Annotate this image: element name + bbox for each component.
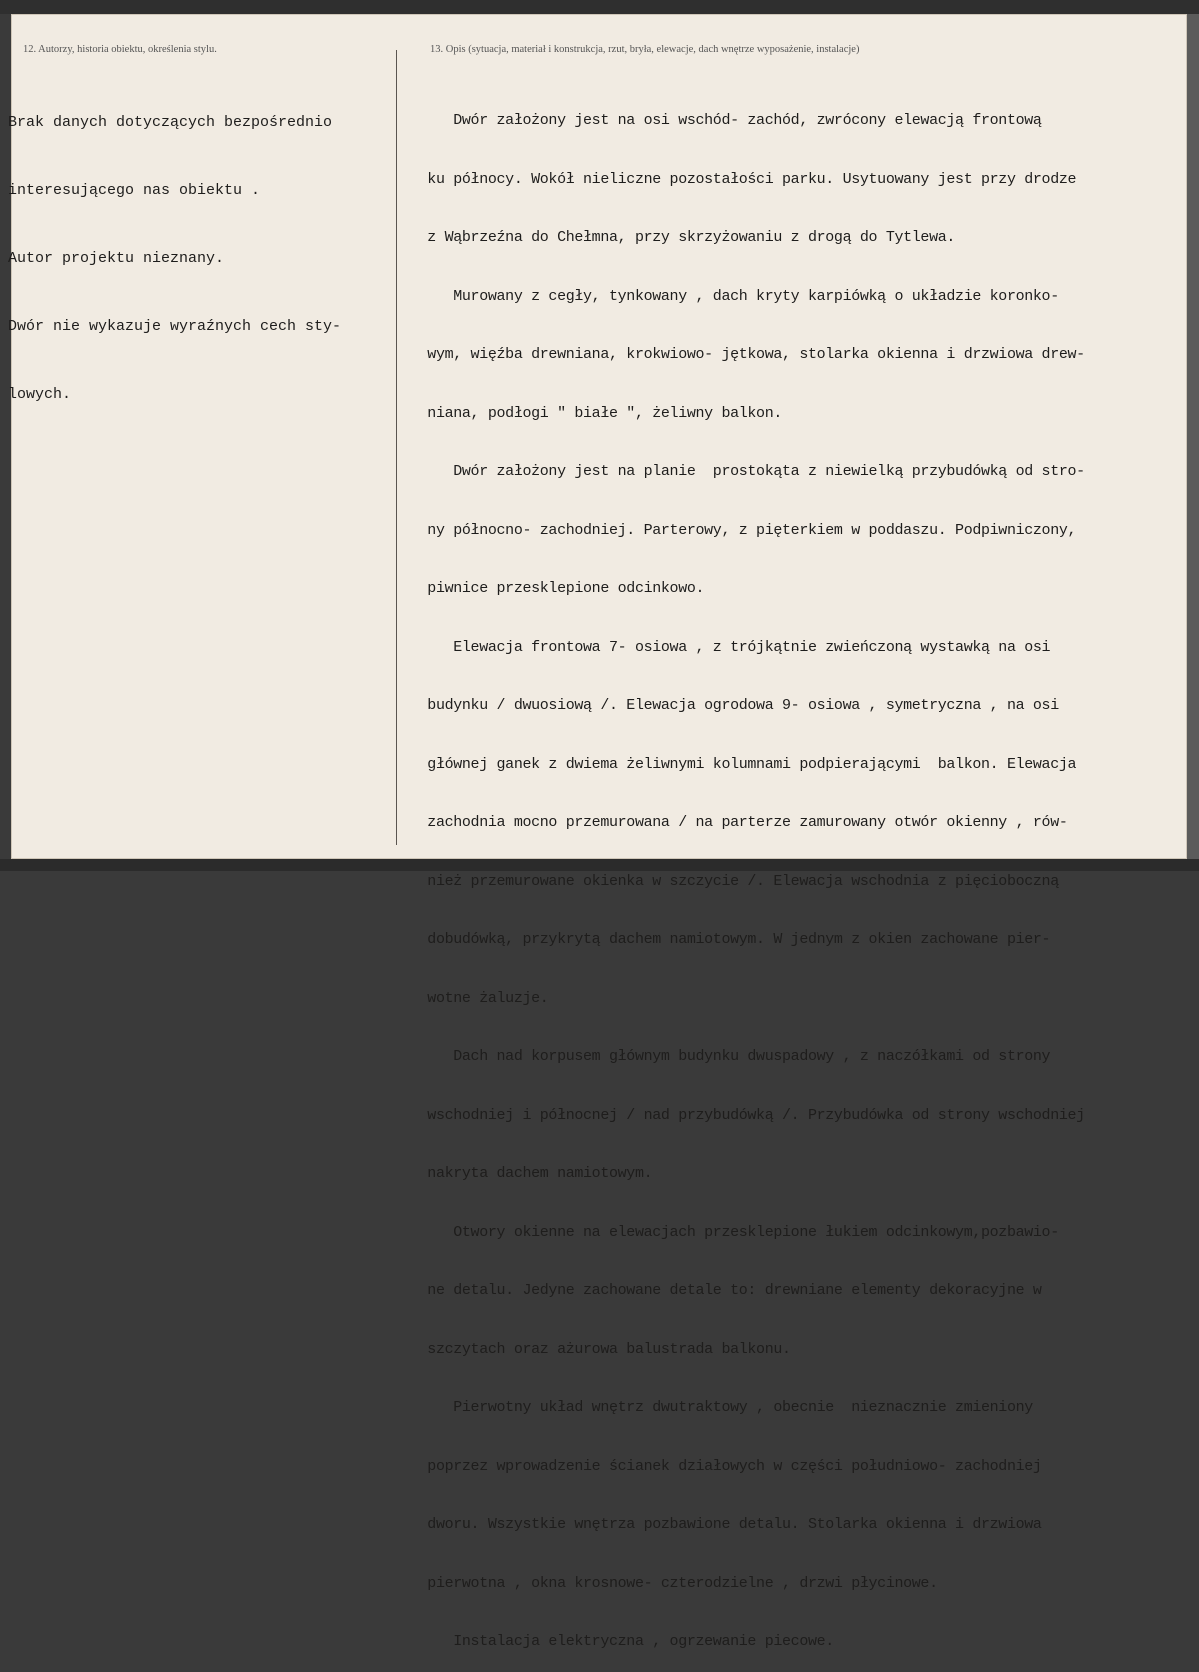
- text-line: głównej ganek z dwiema żeliwnymi kolumnami podpierającymi balkon. Elewacja: [410, 755, 1077, 773]
- text-line: lowych.: [8, 386, 72, 403]
- text-line: dworu. Wszystkie wnętrza pozbawione detalu. Stolarka okienna i drzwiowa: [410, 1516, 1042, 1533]
- text-line: Dwór założony jest na planie prostokąta z niewielką przybudówką od stro-: [410, 463, 1085, 480]
- text-line: wschodniej i północnej / nad przybudówką /. Przybudówka od strony wschodniej: [410, 1106, 1085, 1124]
- text-line: ku północy. Wokół nieliczne pozostałości parku. Usytuowany jest przy drodze: [410, 170, 1077, 188]
- text-line: Murowany z cegły, tynkowany , dach kryty karpiówką o układzie koronko-: [410, 287, 1059, 305]
- text-line: Instalacja elektryczna , ogrzewanie piecowe.: [410, 1633, 834, 1650]
- text-line: piwnice przesklepione odcinkowo.: [410, 580, 705, 597]
- text-line: Autor projektu nieznany.: [8, 250, 225, 267]
- section-13-body: [410, 75, 1085, 1672]
- text-line: Dwór założony jest na osi wschód- zachód, zwrócony elewacją frontową: [410, 112, 1042, 129]
- column-divider: [396, 50, 397, 845]
- text-line: ne detalu. Jedyne zachowane detale to: drewniane elementy dekoracyjne w: [410, 1282, 1042, 1299]
- text-line: nakryta dachem namiotowym.: [410, 1165, 653, 1182]
- text-line: ny północno- zachodniej. Parterowy, z pięterkiem w poddaszu. Podpiwniczony,: [410, 521, 1077, 539]
- text-line: wotne żaluzje.: [410, 989, 549, 1007]
- scan-top-edge: [0, 0, 1199, 14]
- text-line: Dach nad korpusem głównym budynku dwuspadowy , z naczółkami od strony: [410, 1048, 1051, 1065]
- text-line: niana, podłogi " białe ", żeliwny balkon.: [410, 404, 783, 422]
- text-line: szczytach oraz ażurowa balustrada balkonu.: [410, 1340, 791, 1358]
- text-line: Otwory okienne na elewacjach przesklepione łukiem odcinkowym,pozbawio-: [410, 1223, 1059, 1241]
- text-line: budynku / dwuosiową /. Elewacja ogrodowa 9- osiowa , symetryczna , na osi: [410, 697, 1059, 714]
- text-line: interesującego nas obiektu .: [8, 182, 261, 199]
- scan-right-edge: [1187, 14, 1199, 871]
- section-12-body: [8, 72, 341, 429]
- text-line: pierwotna , okna krosnowe- czterodzielne , drzwi płycinowe.: [410, 1574, 938, 1592]
- text-line: Brak danych dotyczących bezpośrednio: [8, 114, 333, 131]
- text-line: Dwór nie wykazuje wyraźnych cech sty-: [8, 318, 342, 335]
- section-12-heading: 12. Autorzy, historia obiektu, określenia stylu.: [23, 44, 217, 55]
- text-line: Pierwotny układ wnętrz dwutraktowy , obecnie nieznacznie zmieniony: [410, 1399, 1033, 1416]
- text-line: nież przemurowane okienka w szczycie /. Elewacja wschodnia z pięcioboczną: [410, 872, 1059, 890]
- text-line: dobudówką, przykrytą dachem namiotowym. W jednym z okien zachowane pier-: [410, 931, 1051, 948]
- section-13-heading: 13. Opis (sytuacja, materiał i konstrukcja, rzut, bryła, elewacje, dach wnętrze wyposażenie, instalacje): [430, 44, 860, 55]
- text-line: zachodnia mocno przemurowana / na parterze zamurowany otwór okienny , rów-: [410, 814, 1068, 831]
- text-line: Elewacja frontowa 7- osiowa , z trójkątnie zwieńczoną wystawką na osi: [410, 638, 1051, 656]
- text-line: poprzez wprowadzenie ścianek działowych w części południowo- zachodniej: [410, 1457, 1042, 1475]
- text-line: wym, więźba drewniana, krokwiowo- jętkowa, stolarka okienna i drzwiowa drew-: [410, 346, 1085, 363]
- text-line: z Wąbrzeźna do Chełmna, przy skrzyżowaniu z drogą do Tytlewa.: [410, 229, 956, 246]
